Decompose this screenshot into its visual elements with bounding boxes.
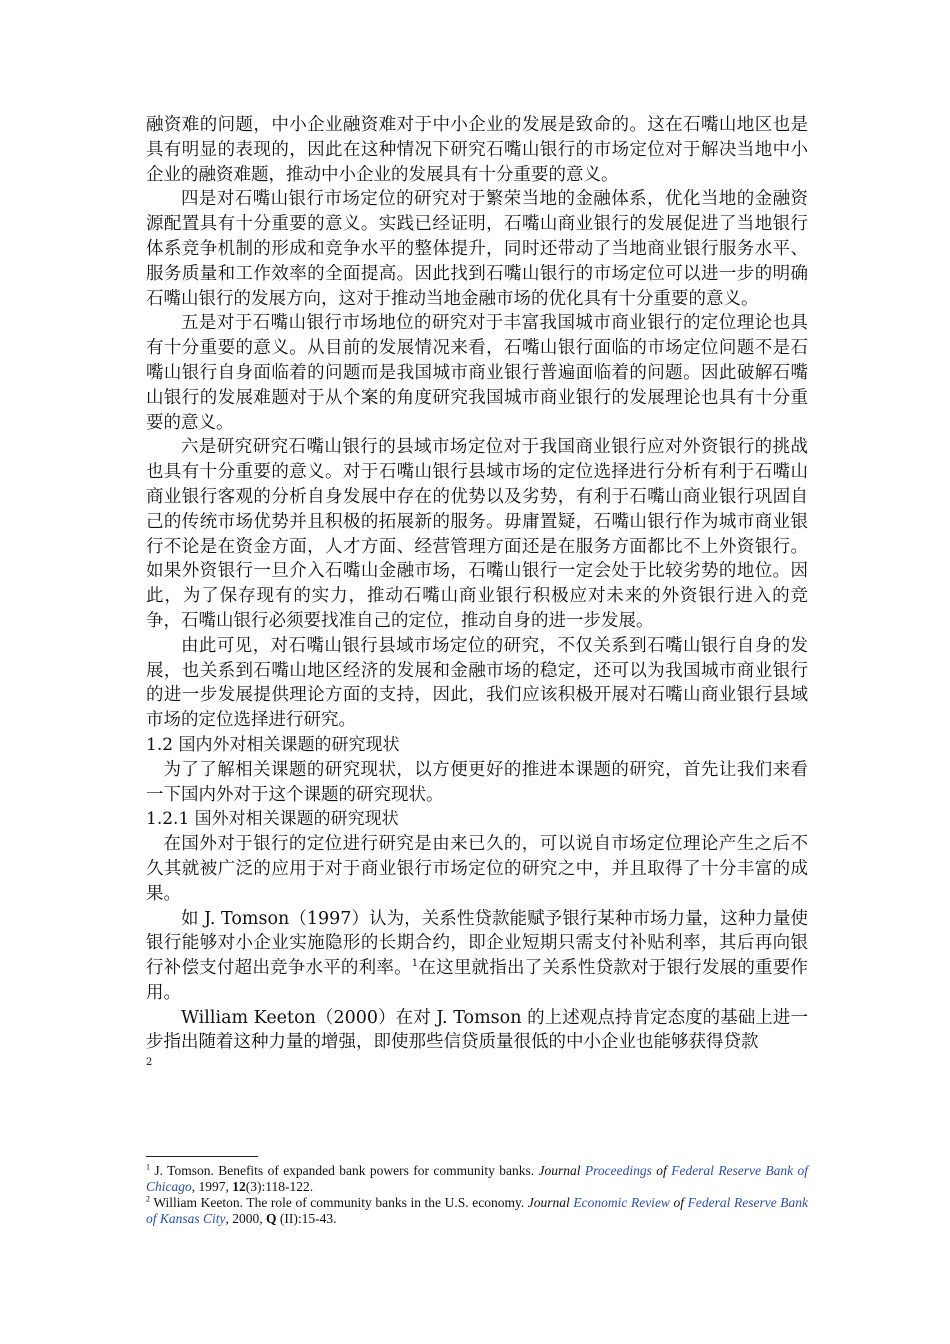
footnote-of: of <box>673 1195 685 1210</box>
footnote-year: , 2000, <box>225 1211 267 1226</box>
paragraph-conclusion: 由此可见，对石嘴山银行县域市场定位的研究，不仅关系到石嘴山银行自身的发展，也关系到石嘴山地区经济的发展和金融市场的稳定，还可以为我国城市商业银行的进一步发展提供理论方面的支持，因此，我们应该积极开展对石嘴山商业银行县域市场的定位选择进行研究。 <box>146 635 808 731</box>
footnote-ref-1[interactable]: 1 <box>411 958 419 970</box>
tomson-text: 如 J. Tomson（1997）认为，关系性贷款能赋予银行某种市场力量，这种力量使银行能够对小企业实施隐形的长期合约，即企业短期只需支付补贴利率，其后再向银行补偿支付超出竞争水平的利率。 <box>146 908 808 979</box>
footnote-of: of <box>656 1163 667 1178</box>
footnote-ref-2[interactable]: 2 <box>146 1057 153 1069</box>
paragraph-continuation: 融资难的问题，中小企业融资难对于中小企业的发展是致命的。这在石嘴山地区也是具有明显的表现的，因此在这种情况下研究石嘴山银行的市场定位对于解决当地中小企业的融资难题，推动中小企业的发展具有十分重要的意义。 <box>146 115 808 185</box>
footnote-link-proceedings[interactable]: Proceedings <box>584 1163 652 1178</box>
footnote-link-review[interactable]: Economic Review <box>573 1195 670 1210</box>
page-body <box>146 113 808 1069</box>
paragraph-point-six: 六是研究研究石嘴山银行的县域市场定位对于我国商业银行应对外资银行的挑战也具有十分重要的意义。对于石嘴山银行县域市场的定位选择进行分析有利于石嘴山商业银行客观的分析自身发展中存在的优势以及劣势，有利于石嘴山商业银行巩固自己的传统市场优势并且积极的拓展新的服务。毋庸置疑，石嘴山银行作为城市商业银行不论是在资金方面，人才方面、经营管理方面还是在服务方面都比不上外资银行。如果外资银行一旦介入石嘴山金融市场，石嘴山银行一定会处于比较劣势的地位。因此，为了保存现有的实力，推动石嘴山商业银行积极应对未来的外资银行进入的竞争，石嘴山银行必须要找准自己的定位，推动自身的进一步发展。 <box>146 437 808 631</box>
paragraph-point-four: 四是对石嘴山银行市场定位的研究对于繁荣当地的金融体系，优化当地的金融资源配置具有十分重要的意义。实践已经证明，石嘴山商业银行的发展促进了当地银行体系竞争机制的形成和竞争水平的整体提升，同时还带动了当地商业银行服务水平、服务质量和工作效率的全面提高。因此找到石嘴山银行的市场定位可以进一步的明确石嘴山银行的发展方向，这对于推动当地金融市场的优化具有十分重要的意义。 <box>146 189 808 309</box>
paragraph-tomson <box>146 907 808 1006</box>
footnote-1 <box>146 1163 808 1195</box>
footnote-year: , 1997, <box>191 1179 233 1194</box>
footnote-journal-word: Journal <box>527 1195 570 1210</box>
footnote-number: 2 <box>146 1194 150 1204</box>
footnote-text: J. Tomson. Benefits of expanded bank powers for community banks. <box>150 1163 539 1178</box>
footnote-separator <box>146 1156 258 1157</box>
tomson-text-cont: 在这里就指出了关系性贷款对于银行发展的重要作用。 <box>146 958 809 1003</box>
footnote-2 <box>146 1195 808 1227</box>
footnote-link-publisher[interactable]: Federal Reserve Bank of Chicago <box>146 1163 809 1194</box>
footnotes-area <box>146 1156 808 1227</box>
paragraph-keeton: William Keeton（2000）在对 J. Tomson 的上述观点持肯定态度的基础上进一步指出随着这种力量的增强，即使那些信贷质量很低的中小企业也能够获得贷款 <box>146 1007 808 1053</box>
paragraph-point-five: 五是对于石嘴山银行市场地位的研究对于丰富我国城市商业银行的定位理论也具有十分重要的意义。从目前的发展情况来看，石嘴山银行面临的市场定位问题不是石嘴山银行自身面临着的问题而是我国城市商业银行普遍面临着的问题。因此破解石嘴山银行的发展难题对于从个案的角度研究我国城市商业银行的发展理论也具有十分重要的意义。 <box>146 313 808 433</box>
footnote-text: William Keeton. The role of community banks in the U.S. economy. <box>150 1195 528 1210</box>
footnote-link-publisher[interactable]: Federal Reserve Bank of Kansas City <box>146 1195 809 1226</box>
section-heading-1-2-1: 1.2.1 国外对相关课题的研究现状 <box>146 809 399 830</box>
footnote-journal-word: Journal <box>538 1163 581 1178</box>
paragraph-1-2-intro: 为了了解相关课题的研究现状，以方便更好的推进本课题的研究，首先让我们来看一下国内外对于这个课题的研究现状。 <box>146 759 808 805</box>
section-heading-1-2: 1.2 国内外对相关课题的研究现状 <box>146 734 400 755</box>
footnote-number: 1 <box>146 1162 150 1172</box>
footnote-volume: 12 <box>232 1179 246 1194</box>
paragraph-1-2-1-intro: 在国外对于银行的定位进行研究是由来已久的，可以说自市场定位理论产生之后不久其就被广泛的应用于对于商业银行市场定位的研究之中，并且取得了十分丰富的成果。 <box>146 834 808 904</box>
footnote-pages: (3):118-122. <box>245 1179 314 1194</box>
footnote-pages: (II):15-43. <box>276 1211 337 1226</box>
footnote-volume: Q <box>266 1211 277 1226</box>
